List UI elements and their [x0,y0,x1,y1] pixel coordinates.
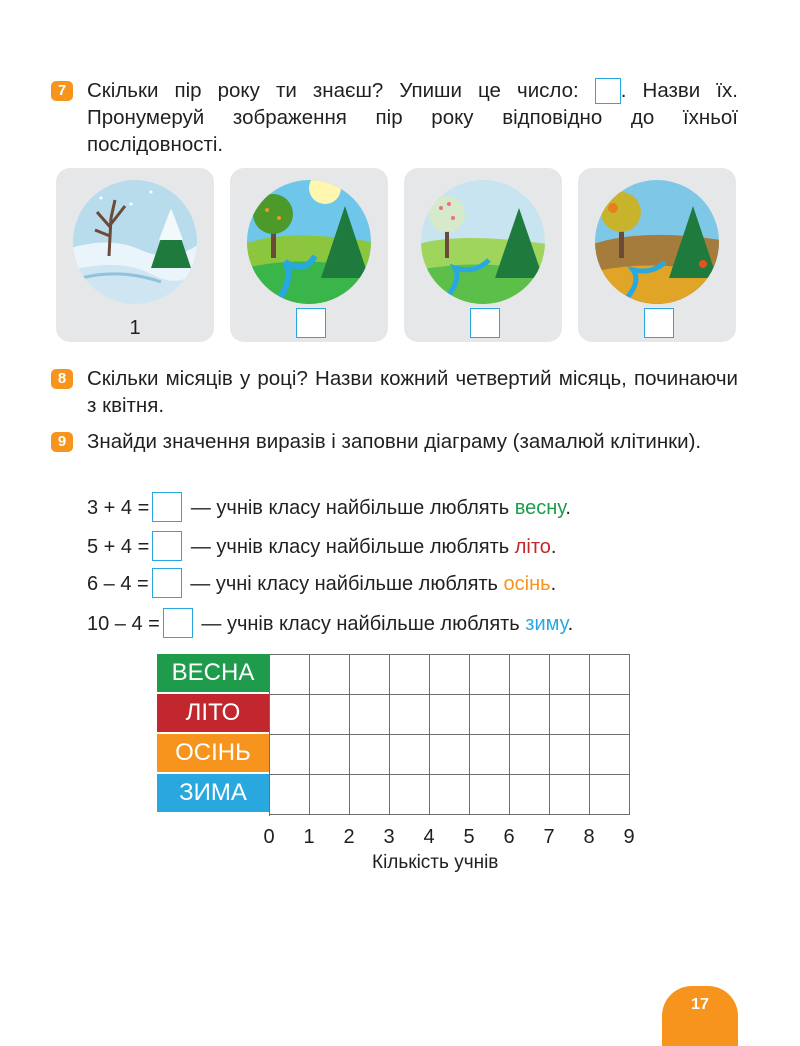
expression-row [87,531,556,561]
task-number-8: 8 [51,369,73,389]
grid-cell[interactable] [310,735,350,775]
expression-text: — учнів класу найбільше люблять [185,497,515,519]
task-8 [57,365,738,419]
expression-text: — учнів класу найбільше люблять [185,536,515,558]
grid-cell[interactable] [350,735,390,775]
grid-cell[interactable] [550,655,590,695]
category-label: ВЕСНА [157,654,269,692]
expression-row [87,568,556,598]
grid-cell[interactable] [390,655,430,695]
season-card-spring [404,168,562,342]
grid-cell[interactable] [310,695,350,735]
expression: 10 – 4 = [87,613,160,635]
page-number: 17 [662,986,738,1046]
task-7-text-before: Скільки пір року ти знаєш? Упиши це число: [87,79,595,102]
expression-text: — учнів класу найбільше люблять [195,613,526,635]
spring-illustration [419,178,547,306]
task-9-text: Знайди значення виразів і заповни діаграму (замалюй клітинки). [87,430,702,453]
grid-cell[interactable] [350,695,390,735]
summer-illustration [245,178,373,306]
season-card-autumn [578,168,736,342]
x-tick-label: 7 [543,826,555,848]
card-number-label: 1 [129,317,141,339]
category-label: ЗИМА [157,774,269,812]
answer-box-spring-count[interactable] [152,492,182,522]
grid-cell[interactable] [270,655,310,695]
x-axis-label: Кількість учнів [372,852,499,873]
grid-cell[interactable] [390,775,430,815]
grid-cell[interactable] [470,735,510,775]
period: . [565,497,571,519]
grid-cell[interactable] [270,735,310,775]
answer-box-summer[interactable] [296,308,326,338]
task-7-text-after: . Назви їх. Пронумеруй зображення пір року відповідно до їхньої послідовності. [87,79,738,156]
grid-cell[interactable] [510,695,550,735]
season-card-summer [230,168,388,342]
x-tick-label: 5 [463,826,475,848]
x-tick-label: 3 [383,826,395,848]
grid-cell[interactable] [430,735,470,775]
period: . [550,536,557,558]
grid-cell[interactable] [430,775,470,815]
grid-cell[interactable] [430,695,470,735]
season-word: зиму [525,613,568,635]
task-8-text: Скільки місяців у році? Назви кожний четвертий місяць, починаючи з квітня. [87,367,738,417]
grid-cell[interactable] [310,655,350,695]
task-number-9: 9 [51,432,73,452]
grid-cell[interactable] [470,775,510,815]
season-word: весну [514,497,566,519]
grid-cell[interactable] [550,735,590,775]
grid-cell[interactable] [470,695,510,735]
grid-cell[interactable] [590,775,630,815]
answer-box-winter-count[interactable] [163,608,193,638]
grid-cell[interactable] [390,695,430,735]
expression-text: — учні класу найбільше люблять [184,573,504,595]
expression-row [87,492,571,522]
autumn-illustration [593,178,721,306]
season-word: літо [514,536,551,558]
x-tick-label: 2 [343,826,355,848]
season-cards [56,168,736,342]
x-tick-label: 0 [263,826,275,848]
category-label: ЛІТО [157,694,269,732]
diagram-grid[interactable] [269,654,744,816]
grid-cell[interactable] [590,655,630,695]
answer-box-summer-count[interactable] [152,531,182,561]
expression: 6 – 4 = [87,573,149,595]
grid-cell[interactable] [270,775,310,815]
grid-cell[interactable] [510,655,550,695]
grid-cell[interactable] [590,695,630,735]
category-label: ОСІНЬ [157,734,269,772]
grid-cell[interactable] [350,775,390,815]
x-tick-label: 1 [303,826,315,848]
task-number-7: 7 [51,81,73,101]
season-count-box[interactable] [595,78,621,104]
grid-cell[interactable] [590,735,630,775]
grid-cell[interactable] [310,775,350,815]
x-tick-label: 9 [623,826,635,848]
task-7 [57,77,738,158]
grid-cell[interactable] [390,735,430,775]
grid-cell[interactable] [270,695,310,735]
answer-box-autumn[interactable] [644,308,674,338]
season-card-winter [56,168,214,342]
period: . [567,613,574,635]
x-tick-label: 6 [503,826,515,848]
grid-cell[interactable] [350,655,390,695]
answer-box-autumn-count[interactable] [152,568,182,598]
grid-cell[interactable] [510,735,550,775]
x-tick-label: 4 [423,826,435,848]
grid-cell[interactable] [550,775,590,815]
task-9 [57,428,738,455]
answer-box-spring[interactable] [470,308,500,338]
grid-cell[interactable] [510,775,550,815]
grid-cell[interactable] [550,695,590,735]
period: . [550,573,557,595]
expression: 3 + 4 = [87,497,150,519]
expression: 5 + 4 = [87,536,150,558]
winter-illustration [71,178,199,306]
grid-cell[interactable] [470,655,510,695]
season-word: осінь [503,573,551,595]
grid-cell[interactable] [430,655,470,695]
x-tick-label: 8 [583,826,595,848]
expression-row [87,608,573,638]
